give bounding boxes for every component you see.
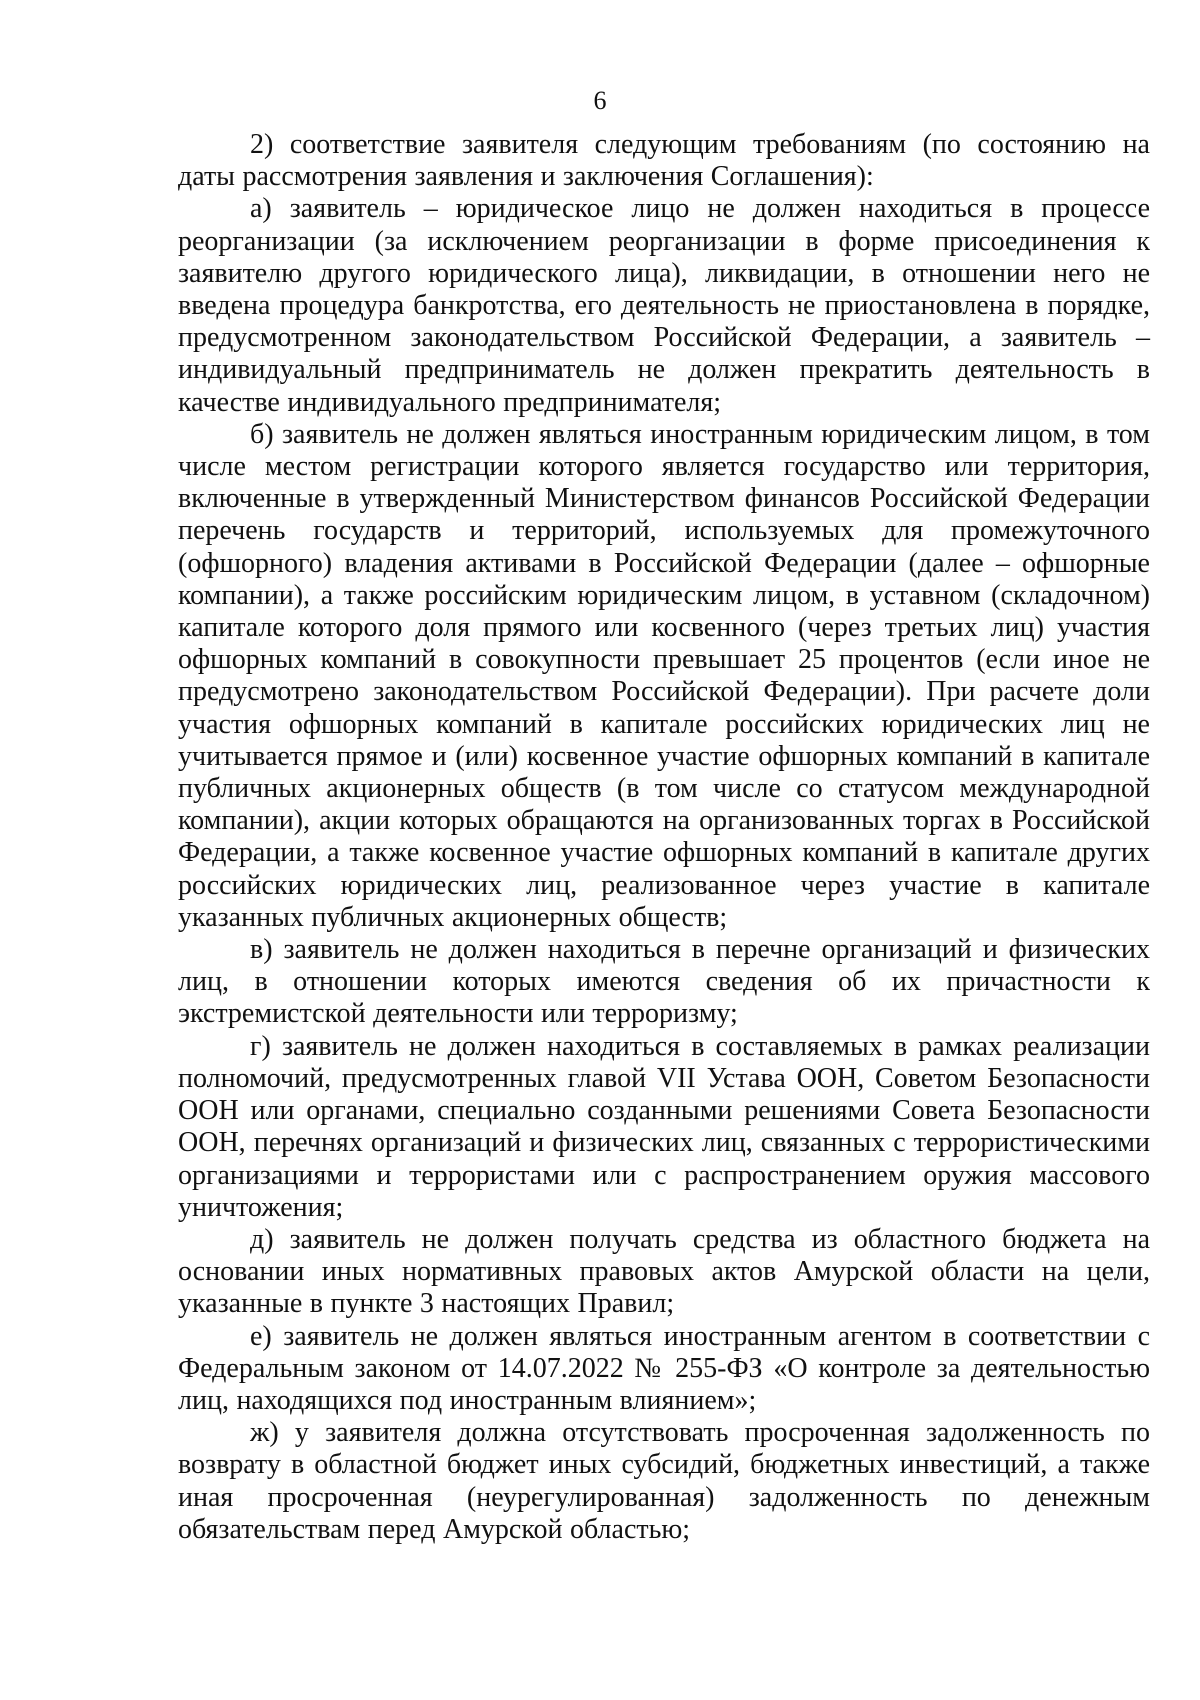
paragraph-item-zh: ж) у заявителя должна отсутствовать просроченная задолженность по возврату в областной бюджет иных субсидий, бюджетных инвестиций, а также иная просроченная (неурегулированная) задолженность по денежным обязательствам перед Амурской областью; bbox=[178, 1417, 1150, 1545]
paragraph-item-e: е) заявитель не должен являться иностранным агентом в соответствии с Федеральным законом от 14.07.2022 № 255-ФЗ «О контроле за деятельностью лиц, находящихся под иностранным влиянием»; bbox=[178, 1320, 1150, 1416]
page-number: 6 bbox=[593, 86, 607, 115]
paragraph-item-d: д) заявитель не должен получать средства из областного бюджета на основании иных нормативных правовых актов Амурской области на цели, указанные в пункте 3 настоящих Правил; bbox=[178, 1223, 1150, 1320]
paragraph-requirements-intro: 2) соответствие заявителя следующим требованиям (по состоянию на даты рассмотрения заявления и заключения Соглашения): bbox=[178, 129, 1150, 193]
paragraph-item-g: г) заявитель не должен находиться в составляемых в рамках реализации полномочий, предусмотренных главой VII Устава ООН, Советом Безопасности ООН или органами, специально созданными решениями Совета Безопасности ООН, перечнях организаций и физических лиц, связанных с террористическими организациями и террористами или с распространением оружия массового уничтожения; bbox=[178, 1030, 1150, 1223]
document-body bbox=[178, 129, 1150, 1546]
paragraph-item-a: а) заявитель – юридическое лицо не должен находиться в процессе реорганизации (за исключением реорганизации в форме присоединения к заявителю другого юридического лица), ликвидации, в отношении него не введена процедура банкротства, его деятельность не приостановлена в порядке, предусмотренном законодательством Российской Федерации, а заявитель – индивидуальный предприниматель не должен прекратить деятельность в качестве индивидуального предпринимателя; bbox=[178, 193, 1150, 418]
paragraph-item-b: б) заявитель не должен являться иностранным юридическим лицом, в том числе местом регистрации которого является государство или территория, включенные в утвержденный Министерством финансов Российской Федерации перечень государств и территорий, используемых для промежуточного (офшорного) владения активами в Российской Федерации (далее – офшорные компании), а также российским юридическим лицом, в уставном (складочном) капитале которого доля прямого или косвенного (через третьих лиц) участия офшорных компаний в совокупности превышает 25 процентов (если иное не предусмотрено законодательством Российской Федерации). При расчете доли участия офшорных компаний в капитале российских юридических лиц не учитывается прямое и (или) косвенное участие офшорных компаний в капитале публичных акционерных обществ (в том числе со статусом международной компании), акции которых обращаются на организованных торгах в Российской Федерации, а также косвенное участие офшорных компаний в капитале других российских юридических лиц, реализованное через участие в капитале указанных публичных акционерных обществ; bbox=[178, 418, 1150, 933]
paragraph-item-v: в) заявитель не должен находиться в перечне организаций и физических лиц, в отношении которых имеются сведения об их причастности к экстремистской деятельности или терроризму; bbox=[178, 934, 1150, 1030]
